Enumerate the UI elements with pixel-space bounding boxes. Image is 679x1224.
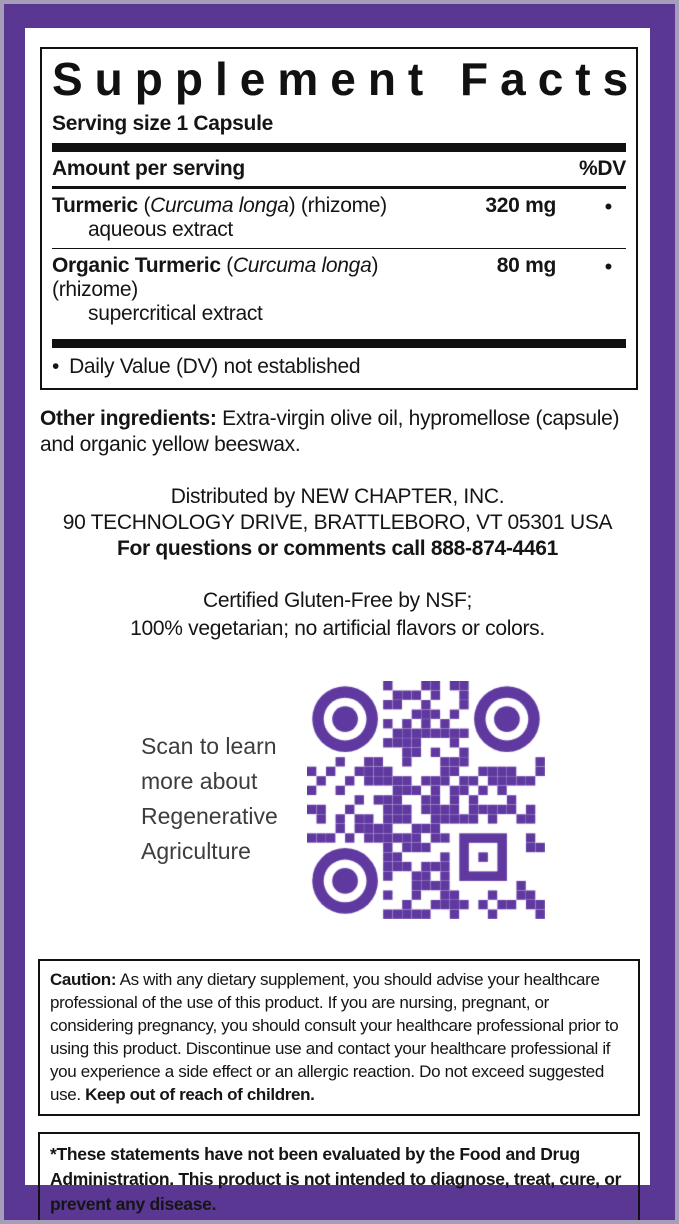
distributor-info [25,484,650,562]
dv-footnote: • Daily Value (DV) not established [52,354,361,378]
ingredient-detail: supercritical extract [88,301,263,325]
supplement-facts-title: Supplement Facts [52,53,641,105]
ingredient-row-turmeric-aqueous [52,189,626,248]
qr-section [25,679,650,925]
divider-thick-top [52,143,626,152]
serving-size: Serving size 1 Capsule [52,111,273,135]
amount-per-serving-label: Amount per serving [52,156,245,180]
caution-notice: Caution: As with any dietary supplement, you should advise your healthcare professional of the use of this product. If you are nursing, pregnant, or considering pregnancy, you should consult your healthcare professional prior to using this product. Discontinue use and contact your healthcare professional if you experience a side effect or an allergic reaction. Do not exceed suggested use. Keep out of reach of children. [38,959,640,1116]
ingredient-amount: 80 mg [496,253,556,277]
divider-thick-bottom [52,339,626,348]
distributor-phone: For questions or comments call 888-874-4461 [116,536,559,560]
fda-disclaimer: *These statements have not been evaluated by the Food and Drug Administration. This product is not intended to diagnose, treat, cure, or prevent any disease. [38,1132,640,1224]
other-ingredients: Other ingredients: Extra-virgin olive oil, hypromellose (capsule) and organic yellow beeswax. [40,406,620,456]
qr-code-icon [307,681,545,919]
facts-header-row [52,152,626,189]
ingredient-detail: aqueous extract [88,217,233,241]
dv-value: • [604,193,612,219]
supplement-facts-panel [40,47,641,390]
dv-value: • [604,253,612,279]
ingredient-row-turmeric-supercritical [52,248,626,332]
supplement-label [25,28,650,1214]
caution-bold-end: Keep out of reach of children. [85,1084,315,1104]
ingredient-amount: 320 mg [485,193,556,217]
ingredient-name: Turmeric (Curcuma longa) (rhizome) aqueous extract [52,194,464,242]
distributor-line1: Distributed by NEW CHAPTER, INC. [170,484,505,508]
dv-column-header: %DV [579,156,626,180]
other-ingredients-label: Other ingredients: [40,406,217,430]
caution-label: Caution: [50,969,117,989]
scan-caption: Scan to learn more about Regenerative Agriculture [141,732,278,864]
certification-line1: Certified Gluten-Free by NSF; [202,588,473,612]
footnote-bullet: • [52,354,60,378]
ingredient-name: Organic Turmeric (Curcuma longa) (rhizome) supercritical extract [52,254,464,326]
certifications [25,587,650,643]
distributor-line2: 90 TECHNOLOGY DRIVE, BRATTLEBORO, VT 05301 USA [62,510,613,534]
certification-line2: 100% vegetarian; no artificial flavors or colors. [130,616,545,640]
